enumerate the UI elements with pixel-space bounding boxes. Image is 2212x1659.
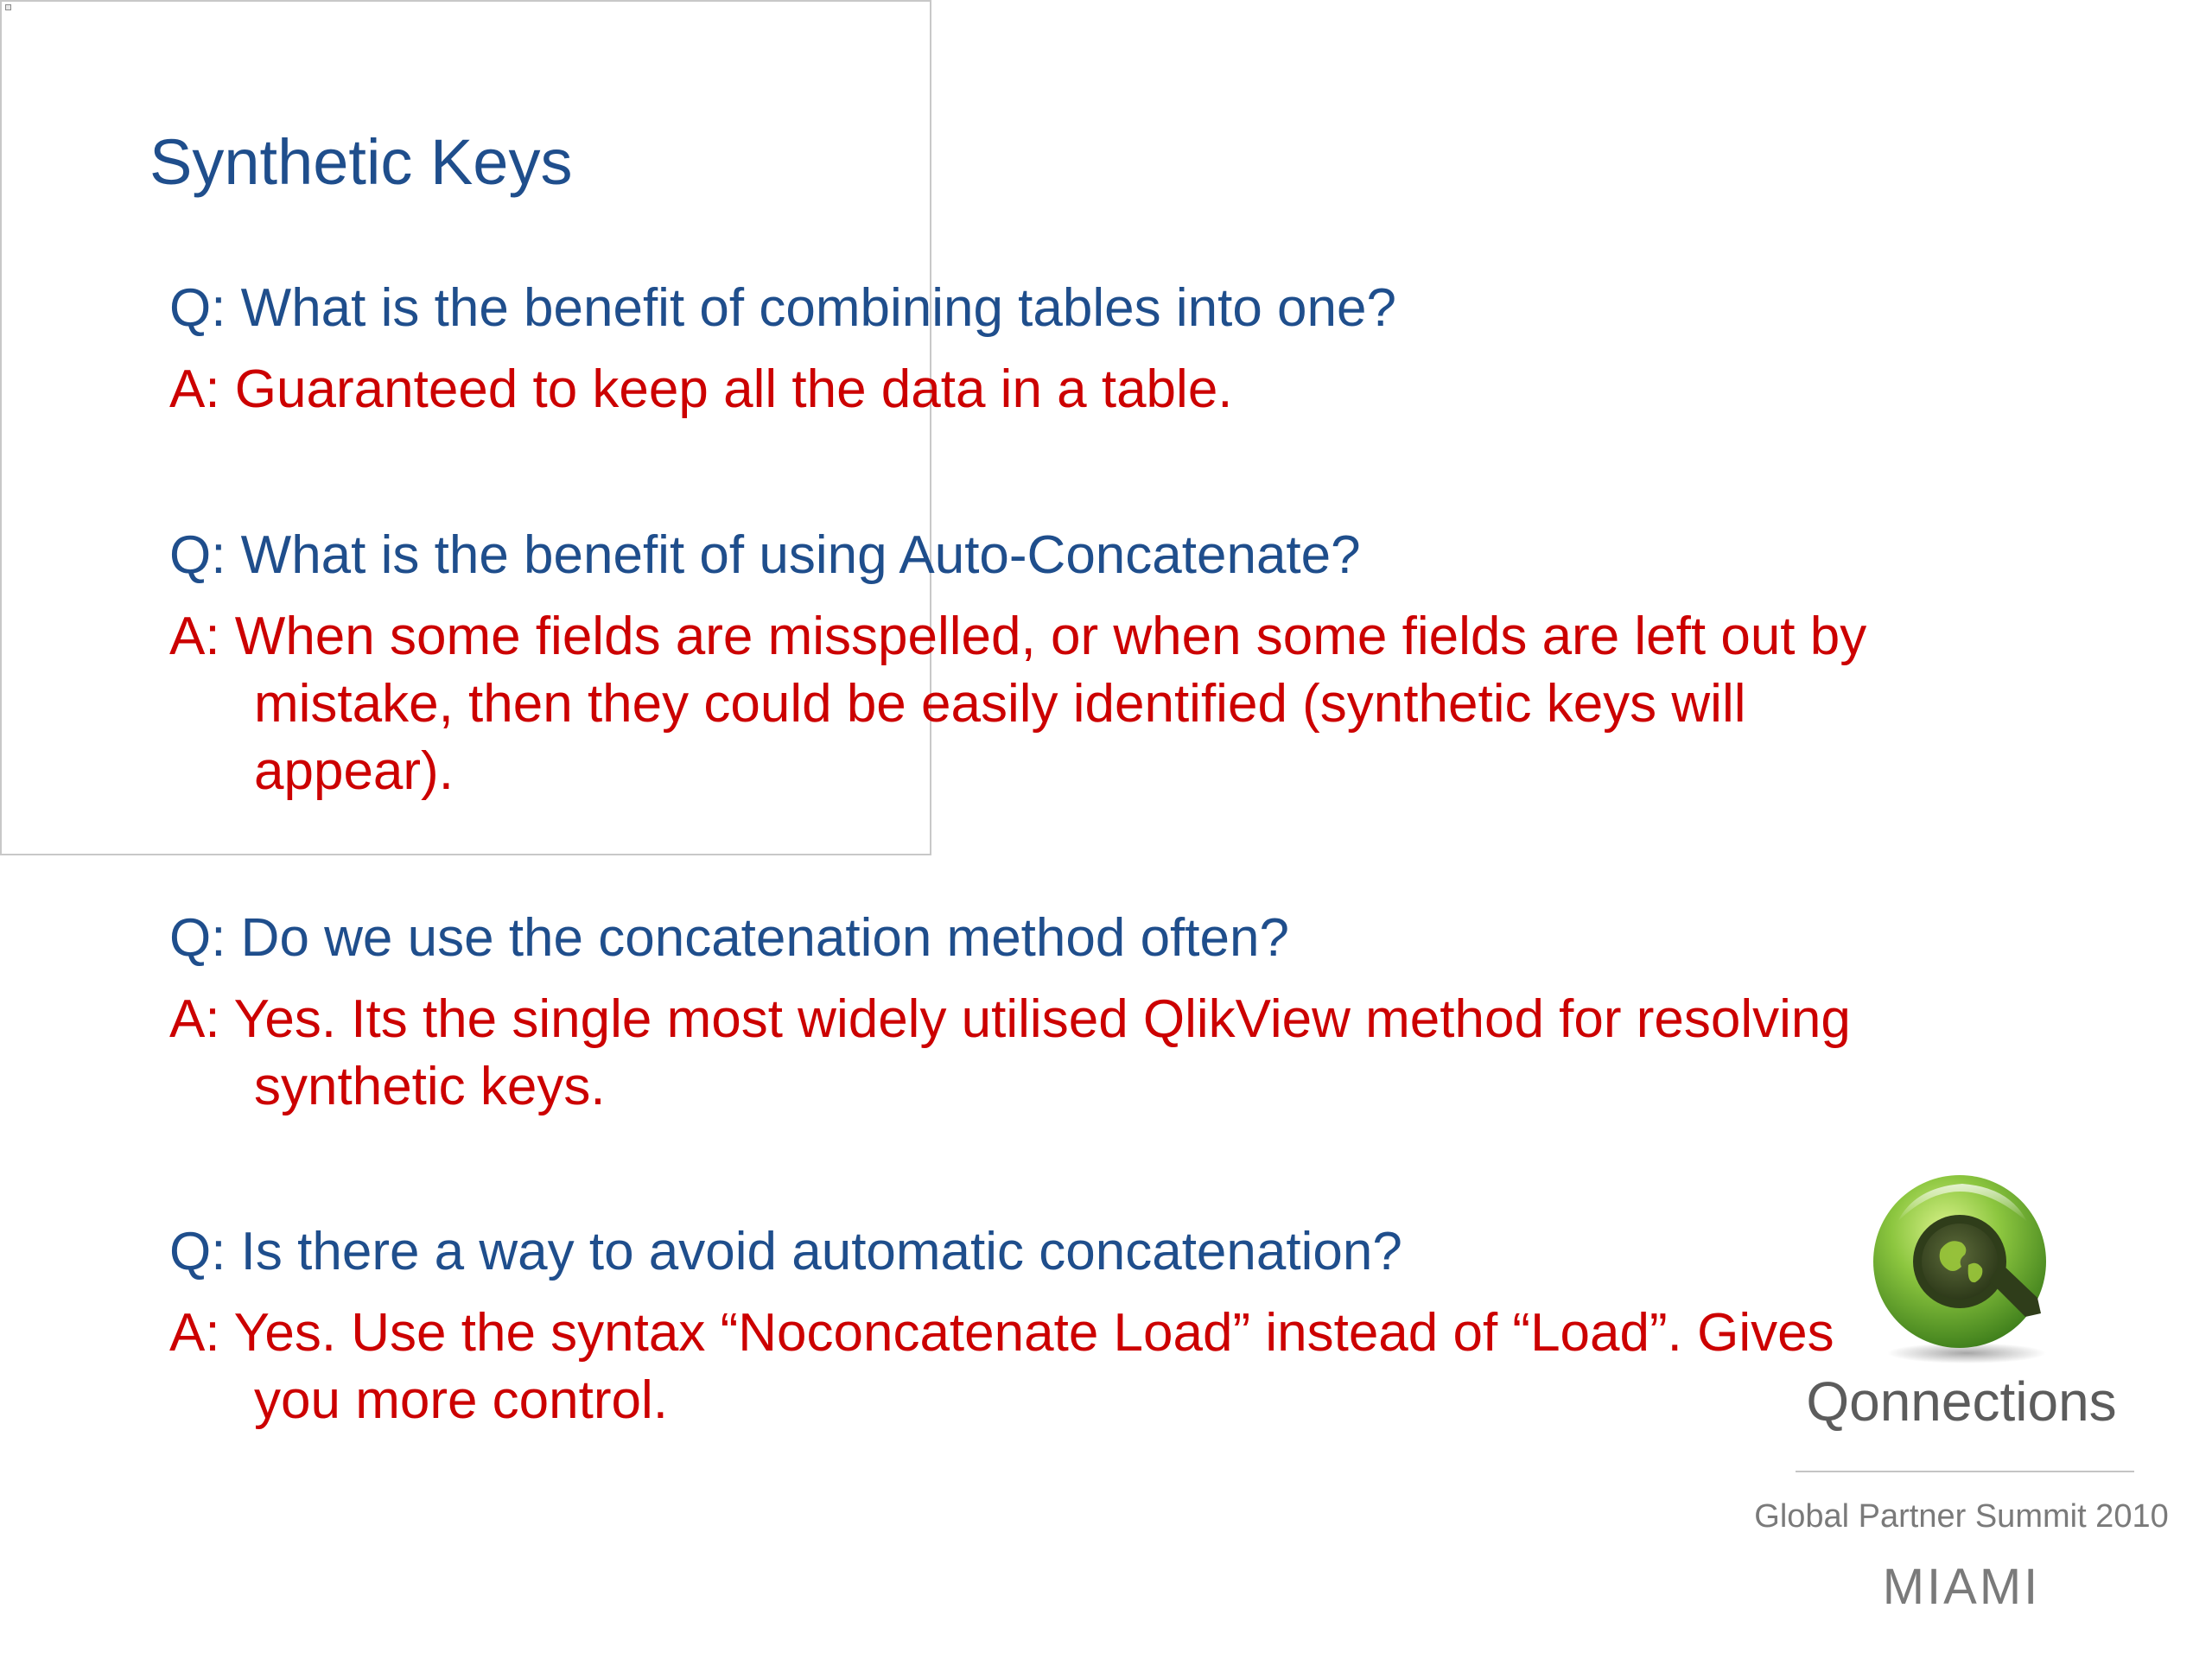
qa-block-2 [169, 522, 1867, 805]
broken-image-icon [5, 4, 11, 10]
answer-1: A: Guaranteed to keep all the data in a table. [169, 359, 1233, 419]
answer-2: A: When some fields are misspelled, or when some fields are left out by mistake, then they could be easily identified (synthetic keys will appear). [169, 607, 1867, 801]
qa-block-3 [169, 905, 1863, 1121]
qa-block-1 [169, 275, 1863, 423]
slide-title: Synthetic Keys [149, 126, 573, 198]
question-2: Q: What is the benefit of using Auto-Concatenate? [169, 525, 1361, 585]
qonnections-globe-icon [1863, 1170, 2070, 1369]
logo-divider [1796, 1471, 2134, 1472]
answer-3: A: Yes. Its the single most widely utilised QlikView method for resolving synthetic keys. [169, 989, 1851, 1116]
question-3: Q: Do we use the concatenation method often? [169, 908, 1289, 968]
question-4: Q: Is there a way to avoid automatic concatenation? [169, 1222, 1402, 1281]
qa-block-4 [169, 1218, 1863, 1434]
question-1: Q: What is the benefit of combining tables into one? [169, 278, 1396, 338]
qonnections-logo [1745, 1158, 2195, 1642]
answer-4: A: Yes. Use the syntax “Noconcatenate Load” instead of “Load”. Gives you more control. [169, 1303, 1834, 1430]
logo-name: Qonnections [1806, 1370, 2117, 1433]
logo-city: MIAMI [1882, 1559, 2041, 1615]
logo-subtitle: Global Partner Summit 2010 [1754, 1498, 2169, 1535]
